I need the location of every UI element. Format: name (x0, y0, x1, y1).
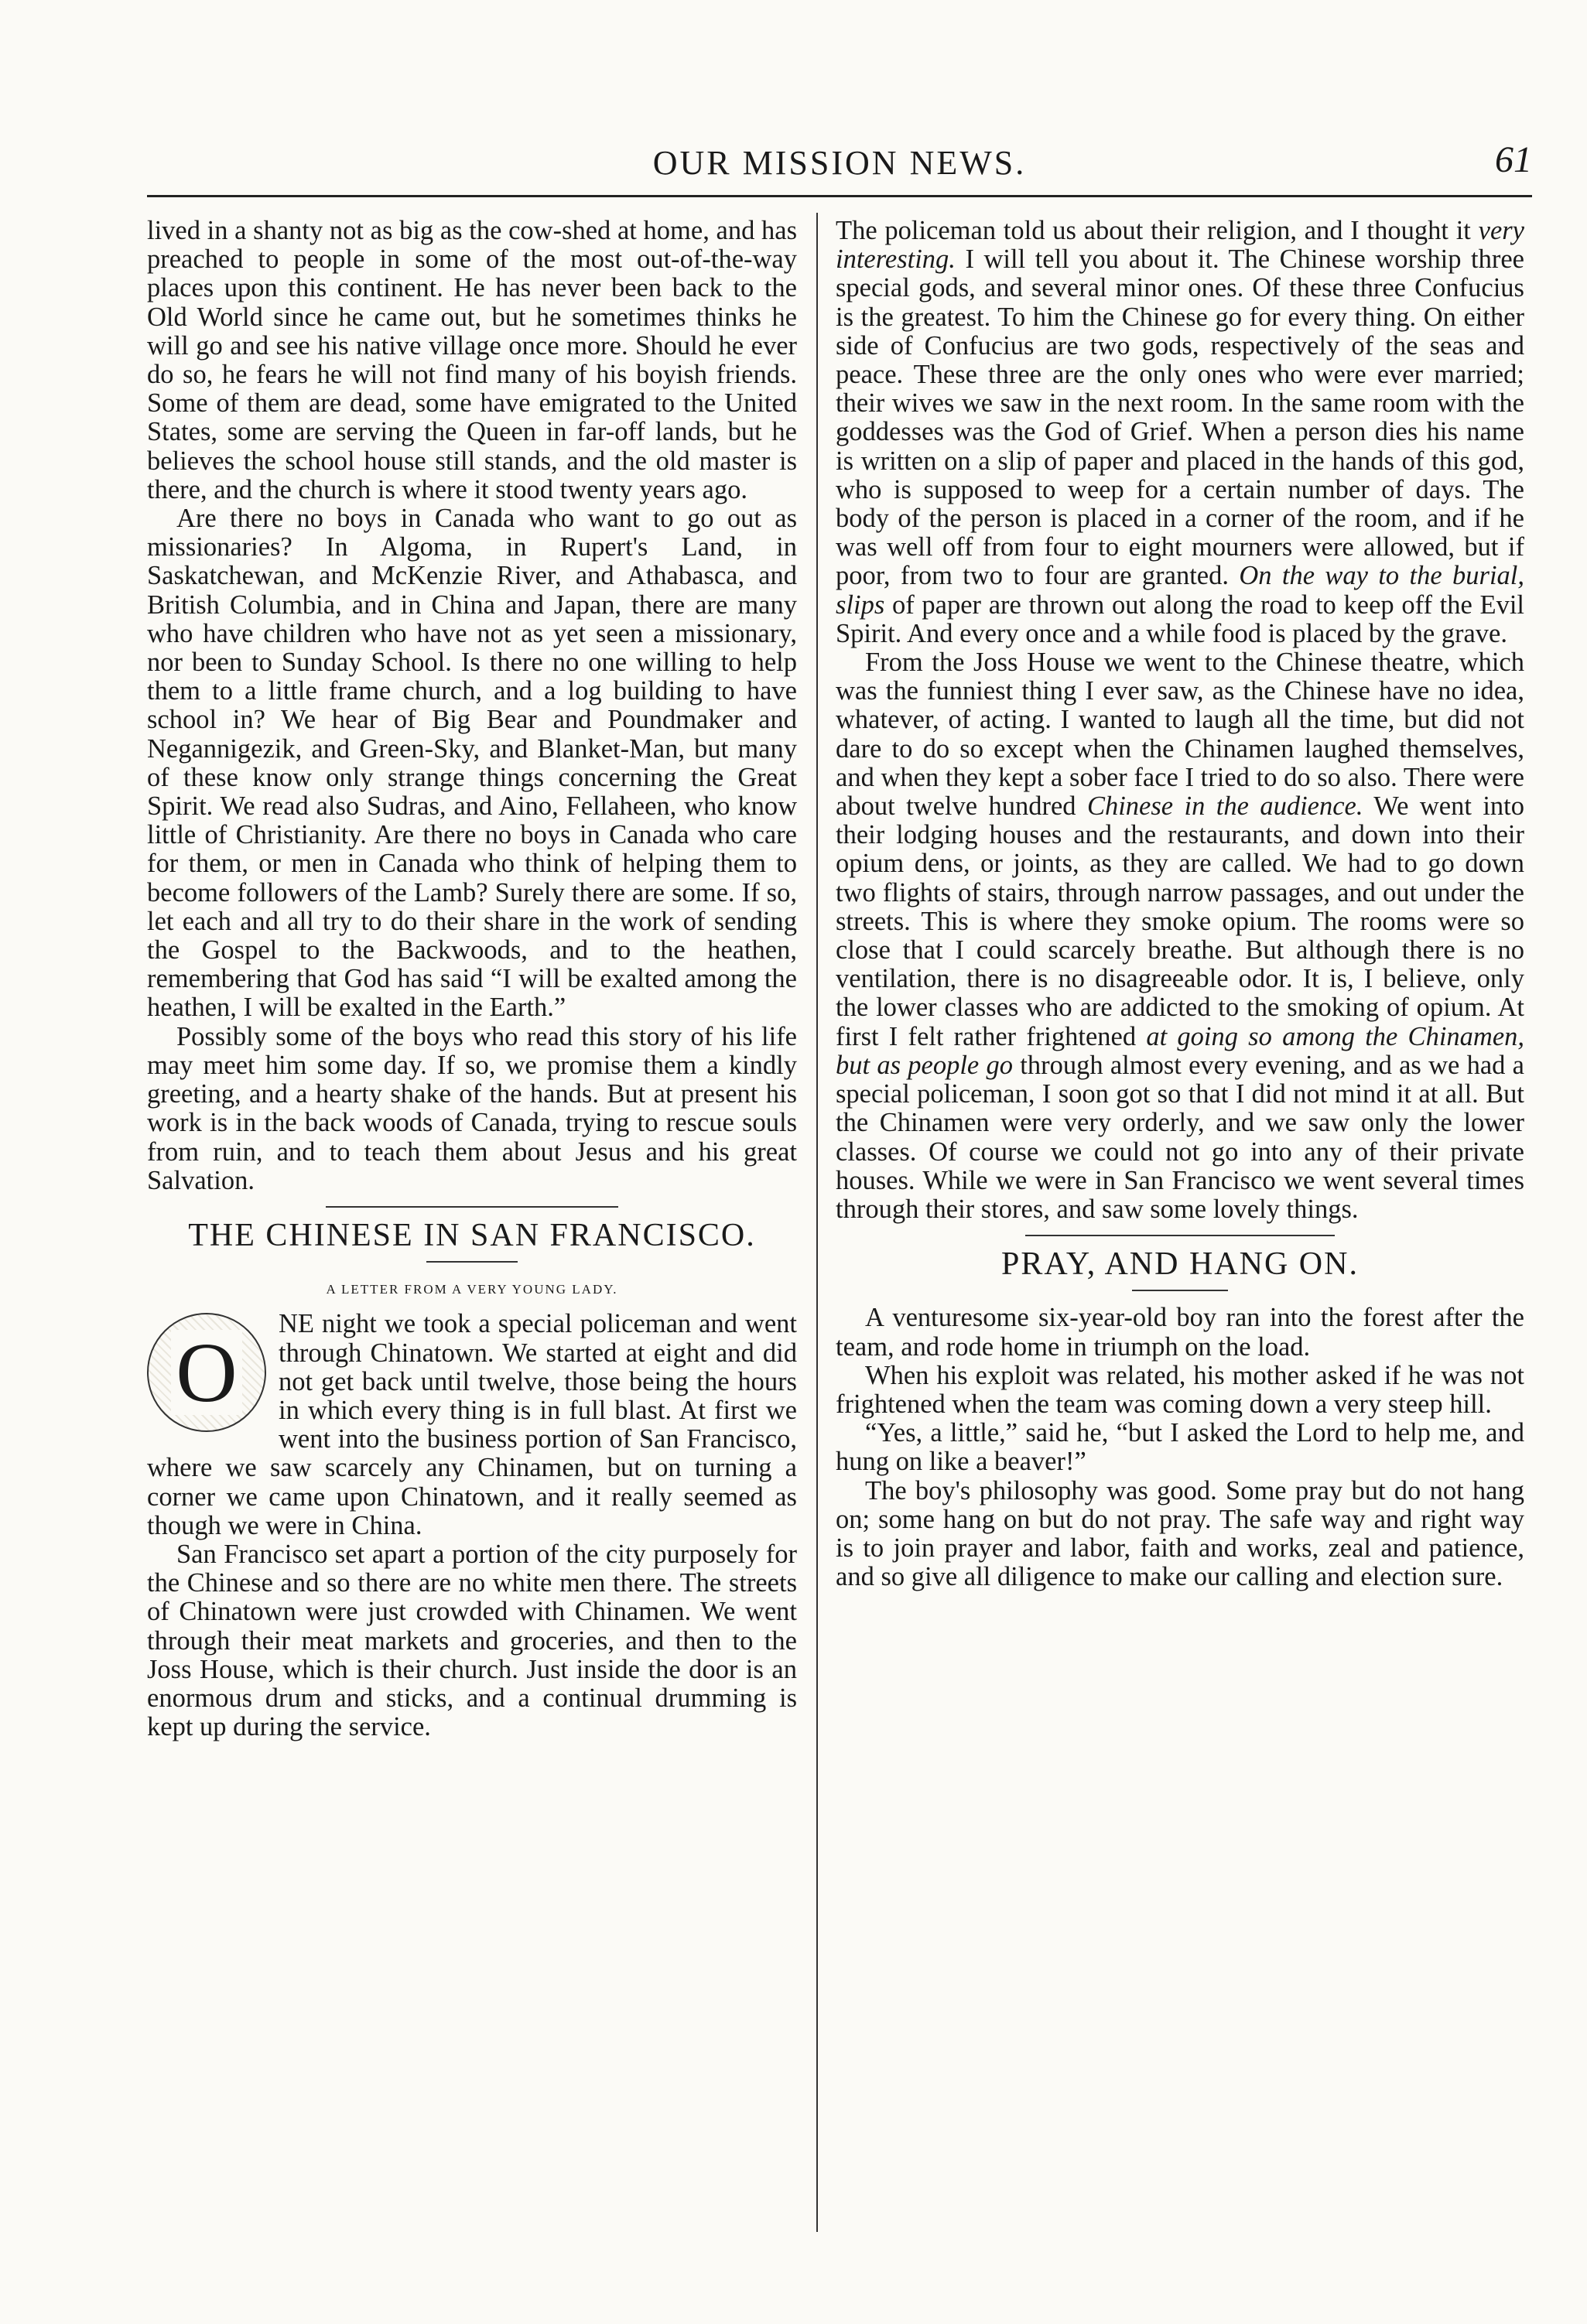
text-run: From the Joss House we went to the Chinese theatre, which was the funniest thing I ever saw, as the Chinese have no idea, whatever, of acting. I wanted to laugh all the time, but did not dare to do so except when the Chinamen laughed themselves, and when they kept a sober face I tried to do so also. There were about twelve hundred (836, 648, 1524, 822)
page-number: 61 (1495, 139, 1532, 180)
paragraph: San Francisco set apart a portion of the city purposely for the Chinese and so there are no white men there. The streets of Chinatown were just crowded with Chinamen. We went through their meat markets and groceries, and then to the Joss House, which is their church. Just inside the door is an enormous drum and sticks, and a continual drumming is kept up during the service. (147, 1539, 797, 1742)
text-run: I will tell you about it. The Chinese worship three special gods, and several minor ones. Of these three Confucius is the greatest. To him the Chinese go for every thing. On either side of Confucius are two gods, respectively of the seas and peace. These three are the only ones who were ever married; their wives we saw in the next room. In the same room with the goddesses was the God of Grief. When a person dies his name is written on a slip of paper and placed in the hands of this god, who is supposed to weep for a certain number of days. The body of the person is placed in a corner of the room, and if he was well off from four to eight mourners were allowed, but if poor, from two to four are granted. (836, 244, 1524, 591)
column-divider (816, 213, 818, 2232)
section-title: PRAY, AND HANG ON. (1001, 1246, 1359, 1283)
paragraph (836, 217, 1524, 648)
paragraph: A venturesome six-year-old boy ran into the forest after the team, and rode home in triumph on the load. (836, 1303, 1524, 1362)
section-divider (1025, 1235, 1336, 1236)
dropcap-paragraph (147, 1310, 797, 1540)
paragraph: The boy's philosophy was good. Some pray but do not hang on; some hang on but do not pray. The safe way and right way is to join prayer and labor, faith and works, zeal and patience, and so give all diligence to make our calling and election sure. (836, 1475, 1524, 1592)
text-run: of paper are thrown out along the road to keep off the Evil Spirit. And every once and a while food is placed by the grave. (836, 590, 1524, 648)
running-title: OUR MISSION NEWS. (652, 144, 1027, 182)
paragraph (836, 648, 1524, 1224)
italic-run: On the way to the burial, slips (836, 561, 1524, 620)
paragraph: Possibly some of the boys who read this story of his life may meet him some day. If so, we promise them a kindly greeting, and a hearty shake of the hands. But at present his work is in the back woods of Canada, trying to rescue souls from ruin, and to teach them about Jesus and his great Salvation. (147, 1021, 797, 1195)
right-column (836, 217, 1524, 2290)
title-underline (1132, 1290, 1229, 1291)
italic-run: at going so among the Chinamen, but as people go (836, 1021, 1524, 1080)
paragraph: NE night we took a special policeman and went through Chinatown. We started at eight and did not get back until twelve, those being the hours in which every thing is in full blast. At first we went into the business portion of San Francisco, where we saw scarcely any Chinamen, but on turning a corner we came upon Chinatown, and it really seemed as though we were in China. (147, 1310, 797, 1540)
header-rule (147, 195, 1532, 197)
section-title: THE CHINESE IN SAN FRANCISCO. (188, 1217, 756, 1253)
section-divider (326, 1206, 618, 1208)
ornamental-dropcap (147, 1313, 266, 1432)
left-column (147, 217, 797, 2290)
italic-run: Chinese in the audience. (1086, 791, 1363, 822)
dropcap-letter: O (171, 1330, 241, 1415)
text-run: through almost every evening, and as we had a special policeman, I soon got so that I did not mind it at all. But the Chinamen were very orderly, and we saw only the lower classes. Of course we could not go into any of their private houses. While we were in San Francisco we went several times through their stores, and saw some lovely things. (836, 1050, 1524, 1224)
paragraph: Are there no boys in Canada who want to go out as missionaries? In Algoma, in Rupert's Land, in Saskatchewan, and McKenzie River, and Athabasca, and British Columbia, and in China and Japan, there are many who have children who have not as yet seen a missionary, nor been to Sunday School. Is there no one willing to help them to a little frame church, and a log building to have school in? We hear of Big Bear and Poundmaker and Negannigezik, and Green-Sky, and Blanket-Man, but many of these know only strange things concerning the Great Spirit. We read also Sudras, and Aino, Fellaheen, who know little of Christianity. Are there no boys in Canada who care for them, or men in Canada who think of helping them to become followers of the Lamb? Surely there are some. If so, let each and all try to do their share in the work of sending the Gospel to the Backwoods, and to the heathen, remembering that God has said “I will be exalted among the heathen, I will be exalted in the Earth.” (147, 504, 797, 1023)
byline: A LETTER FROM A VERY YOUNG LADY. (326, 1282, 618, 1297)
italic-run: very interesting. (836, 217, 1524, 275)
text-run: The policeman told us about their religion, and I thought it (836, 217, 1479, 245)
title-underline (426, 1261, 518, 1263)
paragraph: “Yes, a little,” said he, “but I asked the Lord to help me, and hung on like a beaver!” (836, 1418, 1524, 1477)
paragraph: lived in a shanty not as big as the cow-shed at home, and has preached to people in some of the most out-of-the-way places upon this continent. He has never been back to the Old World since he came out, but he sometimes thinks he will go and see his native village once more. Should he ever do so, he fears he will not find many of his boyish friends. Some of them are dead, some have emigrated to the United States, some are serving the Queen in far-off lands, but he believes the school house still stands, and the old master is there, and the church is where it stood twenty years ago. (147, 217, 797, 504)
text-run: We went into their lodging houses and the restaurants, and down into their opium dens, or joints, as they are called. We had to go down two flights of stairs, through narrow passages, and out under the streets. This is where they smoke opium. The rooms were so close that I could scarcely breathe. But although there is no ventilation, there is no disagreeable odor. It is, I believe, only the lower classes who are addicted to the smoking of opium. At first I felt rather frightened (836, 791, 1524, 1051)
paragraph: When his exploit was related, his mother asked if he was not frightened when the team was coming down a very steep hill. (836, 1360, 1524, 1419)
page-header (147, 135, 1532, 190)
